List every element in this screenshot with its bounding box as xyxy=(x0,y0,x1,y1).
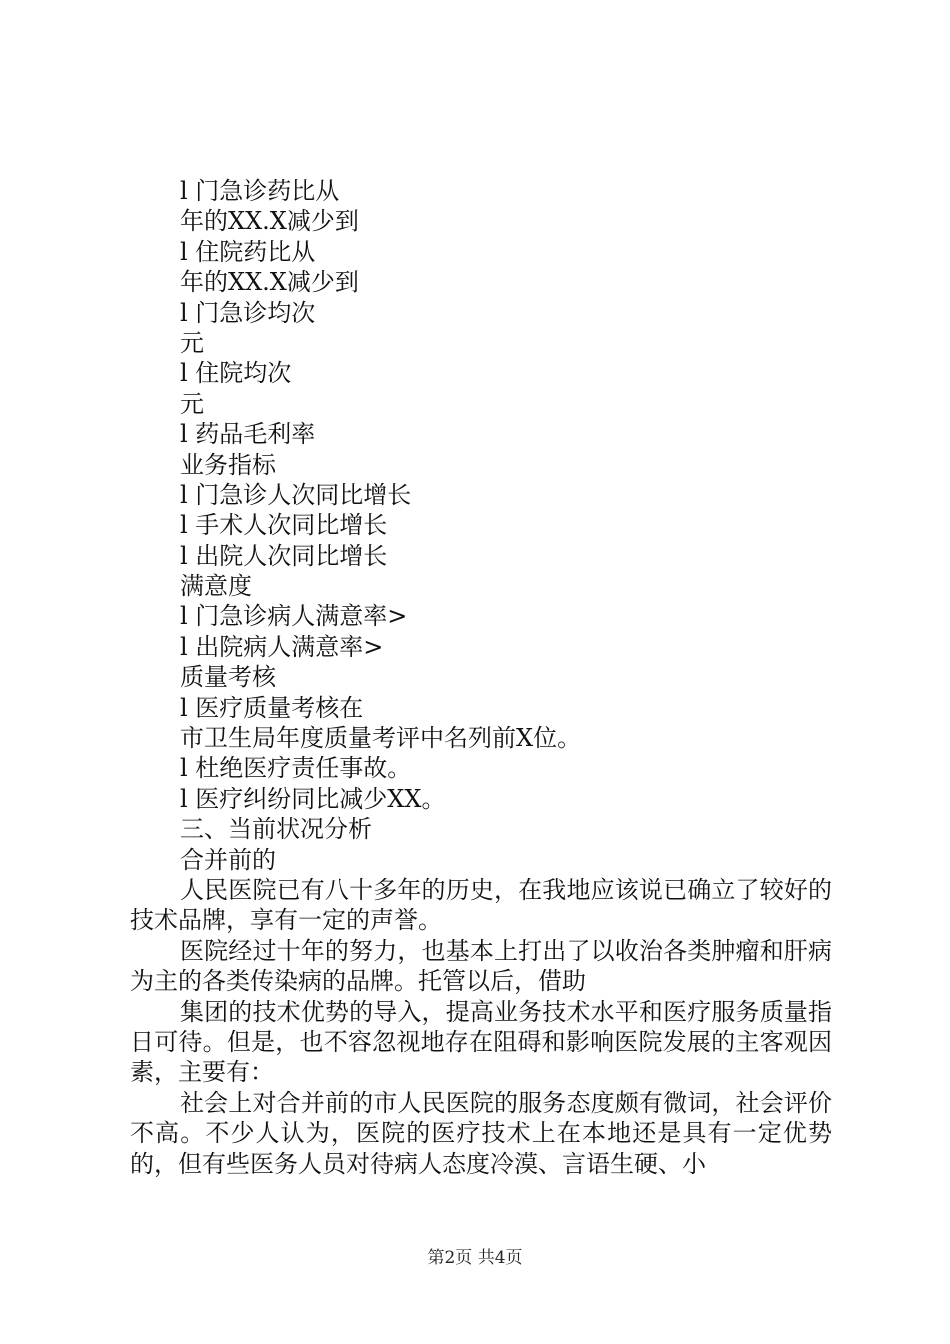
section-heading: 质量考核 xyxy=(180,663,276,692)
text-line: l 门急诊病人满意率> xyxy=(180,602,408,631)
text-line: 元 xyxy=(180,328,204,357)
paragraph: 社会上对合并前的市人民医院的服务态度颇有微词，社会评价不高。不少人认为，医院的医疗技术上在本地还是具有一定优势的，但有些医务人员对待病人态度冷漠、言语生硬、小 xyxy=(130,1088,832,1178)
text-line: 元 xyxy=(180,389,204,418)
text-line: l 住院药比从 xyxy=(180,237,316,266)
section-heading: 三、当前状况分析 xyxy=(180,815,372,844)
text-line: 年的XX.X减少到 xyxy=(180,207,359,236)
paragraph: 人民医院已有八十多年的历史，在我地应该说已确立了较好的技术品牌，享有一定的声誉。 xyxy=(130,875,832,935)
text-line: l 住院均次 xyxy=(180,359,292,388)
text-line: l 药品毛利率 xyxy=(180,420,316,449)
page-number: 第2页 共4页 xyxy=(427,1248,523,1268)
text-line: l 杜绝医疗责任事故。 xyxy=(180,754,412,783)
section-heading: 业务指标 xyxy=(180,450,276,479)
paragraph: 医院经过十年的努力，也基本上打出了以收治各类肿瘤和肝病为主的各类传染病的品牌。托管以后，借助 xyxy=(130,936,832,996)
text-line: l 门急诊人次同比增长 xyxy=(180,480,412,509)
text-line: 市卫生局年度质量考评中名列前X位。 xyxy=(180,724,582,753)
text-line: l 门急诊均次 xyxy=(180,298,316,327)
document-body xyxy=(130,176,832,1179)
text-line: l 出院病人满意率> xyxy=(180,632,384,661)
text-line: l 手术人次同比增长 xyxy=(180,511,388,540)
text-line: l 医疗纠纷同比减少XX。 xyxy=(180,784,446,813)
section-heading: 满意度 xyxy=(180,572,252,601)
text-line: 合并前的 xyxy=(180,845,276,874)
text-line: l 医疗质量考核在 xyxy=(180,693,364,722)
text-line: l 出院人次同比增长 xyxy=(180,541,388,570)
paragraph: 集团的技术优势的导入，提高业务技术水平和医疗服务质量指日可待。但是，也不容忽视地存在阻碍和影响医院发展的主客观因素，主要有： xyxy=(130,997,832,1087)
text-line: l 门急诊药比从 xyxy=(180,177,340,205)
text-line: 年的XX.X减少到 xyxy=(180,268,359,297)
